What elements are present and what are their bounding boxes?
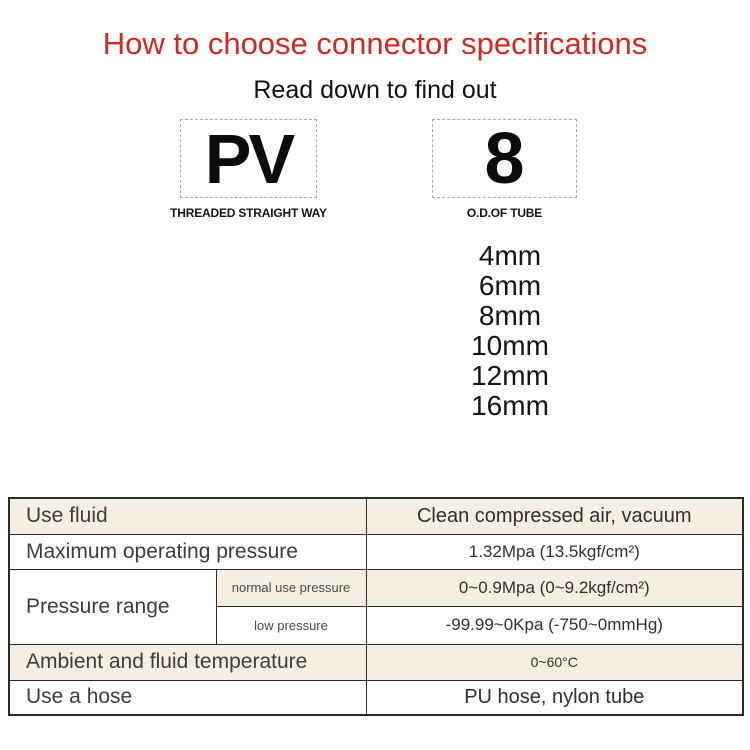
size-option: 4mm — [478, 240, 542, 271]
spec-value-normal-pressure: 0~0.9Mpa (0~9.2kgf/cm²) — [366, 569, 743, 606]
page-subtitle: Read down to find out — [253, 76, 497, 104]
spec-value-use-fluid: Clean compressed air, vacuum — [366, 498, 743, 534]
tube-od-options-list — [425, 241, 595, 421]
model-prefix-code: PV — [204, 119, 293, 198]
size-option: 10mm — [471, 330, 549, 361]
page-title: How to choose connector specifications — [102, 26, 648, 61]
spec-value-max-pressure: 1.32Mpa (13.5kgf/cm²) — [366, 534, 743, 569]
tube-od-code: 8 — [484, 118, 525, 199]
table-row — [9, 644, 743, 680]
tube-od-box — [432, 119, 577, 198]
spec-value-temperature: 0~60°C — [366, 644, 743, 680]
spec-sublabel-low-pressure: low pressure — [216, 606, 366, 644]
tube-od-label: O.D.OF TUBE — [466, 206, 543, 220]
table-row — [9, 569, 743, 606]
spec-label-pressure-range: Pressure range — [9, 569, 216, 644]
size-option: 16mm — [471, 390, 549, 421]
spec-label-temperature: Ambient and fluid temperature — [9, 644, 366, 680]
spec-table — [8, 497, 744, 716]
table-row — [9, 498, 743, 534]
size-option: 12mm — [471, 360, 549, 391]
model-prefix-label: THREADED STRAIGHT WAY — [170, 206, 327, 220]
spec-value-hose: PU hose, nylon tube — [366, 680, 743, 715]
spec-label-max-pressure: Maximum operating pressure — [9, 534, 366, 569]
spec-label-hose: Use a hose — [9, 680, 366, 715]
spec-value-low-pressure: -99.99~0Kpa (-750~0mmHg) — [366, 606, 743, 644]
table-row — [9, 534, 743, 569]
size-option: 6mm — [478, 270, 542, 301]
table-row — [9, 680, 743, 715]
spec-label-use-fluid: Use fluid — [9, 498, 366, 534]
model-prefix-box — [180, 119, 317, 198]
size-option: 8mm — [478, 300, 542, 331]
spec-sublabel-normal-pressure: normal use pressure — [216, 569, 366, 606]
